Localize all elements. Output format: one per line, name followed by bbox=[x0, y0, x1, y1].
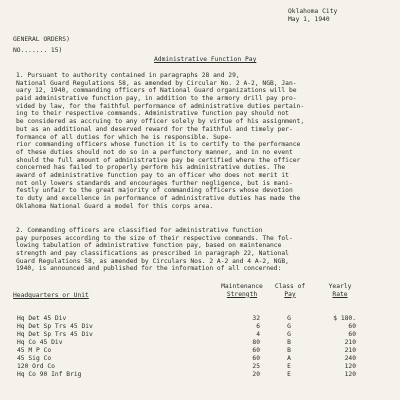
header-date: May 1, 1940 bbox=[288, 15, 330, 23]
text-line: 2. Commanding officers are classified for administrative function bbox=[16, 227, 263, 234]
text-line: of these duties should not do so in a perfunctory manner, and in no event bbox=[16, 148, 293, 156]
text-line: 1940, is announced and published for the information of all concerned: bbox=[16, 265, 282, 273]
text-line: National Guard Regulations 58, as amended by Circular No. 2 A-2, NGB, Jan- bbox=[16, 79, 297, 87]
text-line: ing to their respective commands. Administrative function pay should not bbox=[16, 110, 289, 118]
cell-rate: 120 bbox=[344, 363, 356, 370]
text-line: award of administrative function pay to an officer who does not merit it bbox=[16, 171, 289, 179]
cell-pay-class: A bbox=[287, 355, 291, 362]
cell-unit: 45 M P Co bbox=[17, 347, 52, 354]
cell-rate: 60 bbox=[348, 323, 356, 330]
general-orders-label: GENERAL ORDERS) bbox=[13, 36, 70, 43]
cell-strength: 20 bbox=[252, 371, 260, 378]
cell-rate: 60 bbox=[348, 331, 356, 338]
table-row bbox=[0, 331, 400, 339]
document-title: Administrative Function Pay bbox=[154, 56, 257, 63]
text-line: 1. Pursuant to authority contained in paragraphs 28 and 29, bbox=[16, 72, 240, 79]
text-line: Oklahoma National Guard a model for this corps area. bbox=[16, 202, 214, 210]
column-header-pay: Class of Pay bbox=[274, 283, 306, 298]
cell-rate: 210 bbox=[344, 347, 356, 354]
text-line: Guard Regulations 58, as amended by Circulars Nos. 2 A-2 and 4 A-2, NGB, bbox=[16, 257, 289, 265]
text-line: be considered as accruing to any officer solely by virtue of his assignment, bbox=[16, 118, 305, 126]
text-line: lowing tabulation of administrative function pay, based on maintenance bbox=[16, 242, 282, 250]
table-row bbox=[0, 347, 400, 355]
table-row bbox=[0, 371, 400, 379]
cell-unit: Hq Det Sp Trs 45 Div bbox=[17, 331, 93, 338]
text-line: should the full amount of administrative pay be certified where the officer bbox=[16, 156, 301, 164]
table-row bbox=[0, 355, 400, 363]
text-line: concerned has failed to properly perform his administrative duties. The bbox=[16, 164, 286, 172]
table-row bbox=[0, 323, 400, 331]
order-number: NO....... 15) bbox=[13, 47, 63, 54]
cell-pay-class: G bbox=[287, 331, 291, 338]
cell-strength: 60 bbox=[252, 347, 260, 354]
text-line: but as an additional and deserved reward for the faithful and timely per- bbox=[16, 125, 293, 133]
text-line: to duty and excellence in performance of administrative duties has made the bbox=[16, 195, 301, 202]
column-header-strength: Maintenance Strength bbox=[221, 283, 263, 298]
text-line: rior commanding officers whose function it is to certify to the performance bbox=[16, 141, 301, 149]
paragraph-1 bbox=[16, 72, 304, 210]
text-line: strength and pay classifications as prescribed in paragraph 22, National bbox=[16, 250, 289, 258]
letterhead-place-date bbox=[288, 8, 337, 23]
cell-pay-class: B bbox=[287, 347, 291, 354]
column-header-rate: Yearly Rate bbox=[328, 283, 352, 298]
cell-pay-class: B bbox=[287, 339, 291, 346]
column-header-unit: Headquarters or Unit bbox=[13, 292, 89, 299]
table-row bbox=[0, 363, 400, 371]
cell-unit: Hq Det Sp Trs 45 Div bbox=[17, 323, 93, 330]
cell-pay-class: G bbox=[287, 323, 291, 330]
cell-rate: 120 bbox=[344, 371, 356, 378]
cell-unit: 120 Ord Co bbox=[17, 363, 55, 370]
cell-rate: 210 bbox=[344, 339, 356, 346]
text-line: vided by law, for the faithful performance of administrative duties pertain- bbox=[16, 102, 305, 110]
text-line: festly unfair to the great majority of commanding officers whose devotion bbox=[16, 187, 293, 195]
cell-strength: 4 bbox=[256, 331, 260, 338]
table-row bbox=[0, 315, 400, 323]
cell-unit: Hq Co 45 Div bbox=[17, 339, 63, 346]
text-line: paid administrative function pay, in addition to the armory drill pay pro- bbox=[16, 95, 297, 103]
cell-strength: 6 bbox=[256, 323, 260, 330]
header-place: Oklahoma City bbox=[288, 8, 338, 15]
cell-pay-class: E bbox=[287, 371, 291, 378]
text-line: not only lowers standards and encourages further negligence, but is mani- bbox=[16, 179, 293, 187]
cell-rate: 240 bbox=[344, 355, 356, 362]
cell-unit: Hq Co 90 Inf Brig bbox=[17, 371, 82, 378]
table-row bbox=[0, 339, 400, 347]
cell-unit: 45 Sig Co bbox=[17, 355, 52, 362]
cell-pay-class: E bbox=[287, 363, 291, 370]
text-line: pay purposes according to the size of their respective commands. The fol- bbox=[16, 234, 293, 242]
text-line: formance of all duties for which he is responsible. Supe- bbox=[16, 133, 233, 141]
text-line: uary 12, 1940, commanding officers of National Guard organizations will be bbox=[16, 87, 297, 95]
cell-strength: 60 bbox=[252, 355, 260, 362]
cell-unit: Hq Det 45 Div bbox=[17, 315, 67, 322]
cell-pay-class: G bbox=[287, 315, 291, 322]
cell-strength: 80 bbox=[252, 339, 260, 346]
cell-rate: $ 180. bbox=[333, 315, 356, 322]
paragraph-2 bbox=[16, 227, 293, 273]
cell-strength: 25 bbox=[252, 363, 260, 370]
cell-strength: 32 bbox=[252, 315, 260, 322]
